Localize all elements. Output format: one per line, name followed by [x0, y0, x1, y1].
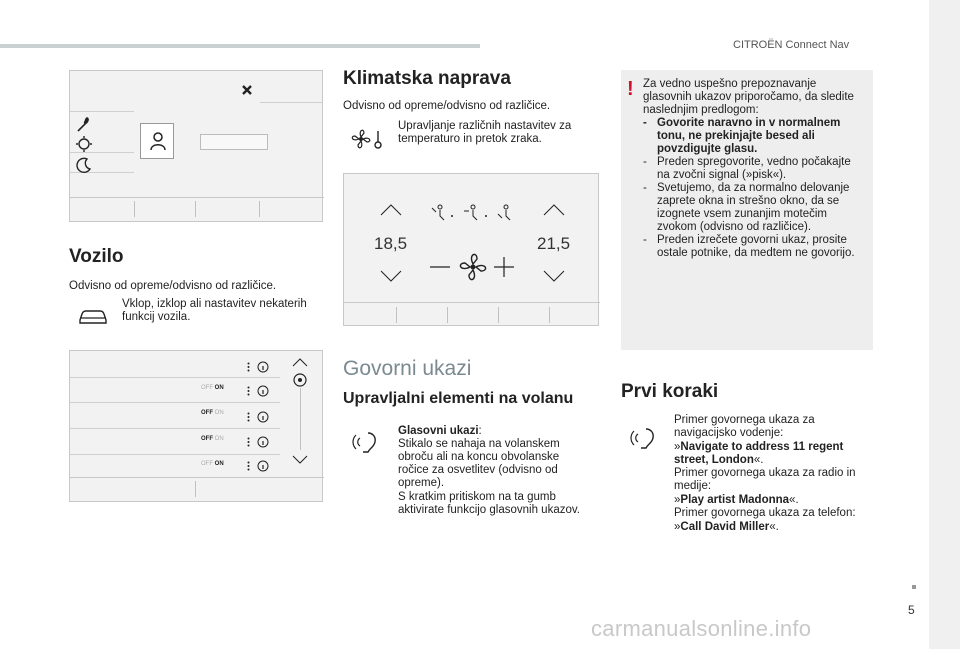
more-options-icon [247, 362, 250, 372]
first-steps-line5: Primer govornega ukaza za telefon: [674, 507, 856, 519]
warning-line: naslednjim predlogom: [643, 104, 759, 116]
more-options-icon [247, 461, 250, 471]
voice-hand-icon [350, 428, 380, 458]
header-rule [0, 44, 480, 48]
fan-minus-icon [430, 265, 450, 269]
first-steps-line4: medije: [674, 480, 712, 492]
toggle-switch: OFF ON [201, 461, 224, 467]
voice-line6: aktivirate funkcijo glasovnih ukazov. [398, 504, 580, 516]
info-icon [257, 385, 269, 397]
temp-down-right-icon [543, 270, 565, 282]
scroll-position-icon [293, 373, 307, 387]
warning-text [643, 78, 871, 260]
light-settings-icon [75, 135, 93, 153]
vehicle-desc-line2: funkcij vozila. [122, 311, 191, 323]
warning-item: - Svetujemo, da za normalno delovanje zaprete okna in strešno okno, da se izognete vsem zunanjim motečim zvokom (odvisno od različice). [643, 182, 850, 233]
first-steps-title: Prvi koraki [621, 381, 719, 402]
warning-item: - Preden spregovorite, vedno počakajte na zvočni signal (»pisk«). [643, 156, 851, 181]
temp-up-right-icon [543, 204, 565, 216]
scroll-down-icon [292, 455, 308, 465]
vehicle-intro: Odvisno od opreme/odvisno od različice. [69, 280, 277, 292]
info-icon [257, 361, 269, 373]
voice-line4: opreme). [398, 477, 445, 489]
close-icon [240, 83, 254, 97]
more-options-icon [247, 412, 250, 422]
info-icon [257, 460, 269, 472]
fan-icon [458, 252, 488, 282]
toggle-switch: OFF ON [201, 385, 224, 391]
toggle-switch: OFF ON [201, 436, 224, 442]
phone-command: »Call David Miller«. [674, 521, 779, 533]
voice-section-title: Govorni ukazi [343, 357, 472, 380]
toggle-switch: OFF ON [201, 410, 224, 416]
voice-line3: ročice za osvetlitev (odvisno od [398, 464, 558, 476]
scroll-up-icon [292, 357, 308, 367]
nav-command-cont: street, London«. [674, 454, 764, 466]
side-strip [929, 0, 960, 649]
first-steps-line2: navigacijsko vodenje: [674, 427, 784, 439]
person-icon [146, 130, 170, 154]
vehicle-screen-illustration [69, 70, 323, 222]
warning-item: - Govorite naravno in v normalnem tonu, ne prekinjajte besed ali povzdigujte glasu. [643, 117, 841, 155]
night-mode-icon [75, 156, 93, 174]
more-options-icon [247, 437, 250, 447]
temperature-right: 21,5 [537, 234, 571, 253]
info-icon [257, 436, 269, 448]
voice-line1: Stikalo se nahaja na volanskem [398, 438, 560, 450]
driver-profile-tile [140, 123, 174, 159]
voice-hand-icon [628, 424, 658, 454]
end-marker [912, 585, 916, 589]
header-title: CITROËN Connect Nav [733, 39, 850, 51]
vehicle-functions-screen-illustration [69, 350, 323, 502]
climate-title: Klimatska naprava [343, 68, 511, 89]
climate-intro: Odvisno od opreme/odvisno od različice. [343, 100, 551, 112]
car-icon [77, 307, 109, 327]
vehicle-title: Vozilo [69, 246, 124, 267]
nav-command: »Navigate to address 11 regent [674, 441, 844, 453]
climate-screen-illustration [343, 173, 599, 326]
climate-desc-line2: temperaturo in pretok zraka. [398, 133, 542, 145]
voice-subtitle: Upravljalni elementi na volanu [343, 390, 574, 407]
warning-line: Za vedno uspešno prepoznavanje [643, 78, 817, 90]
settings-hand-icon [75, 116, 93, 134]
voice-line2: obroču ali na koncu obvolanske [398, 451, 560, 463]
temp-up-left-icon [380, 204, 402, 216]
voice-label: Glasovni ukazi: [398, 425, 482, 437]
temperature-left: 18,5 [374, 234, 408, 253]
fan-plus-icon [494, 257, 514, 277]
first-steps-line1: Primer govornega ukaza za [674, 414, 815, 426]
vehicle-desc-line1: Vklop, izklop ali nastavitev nekaterih [122, 298, 307, 310]
more-options-icon [247, 386, 250, 396]
fan-temperature-icon [350, 127, 386, 151]
warning-item: - Preden izrečete govorni ukaz, prosite ostale potnike, da medtem ne govorijo. [643, 234, 855, 259]
profile-name-field [200, 134, 268, 150]
air-distribution-icons [428, 204, 518, 222]
radio-command: »Play artist Madonna«. [674, 494, 799, 506]
voice-tips-warning-box [621, 70, 873, 350]
climate-desc-line1: Upravljanje različnih nastavitev za [398, 120, 572, 132]
warning-line: glasovnih ukazov priporočamo, da sledite [643, 91, 854, 103]
voice-line5: S kratkim pritiskom na ta gumb [398, 491, 556, 503]
first-steps-line3: Primer govornega ukaza za radio in [674, 467, 856, 479]
temp-down-left-icon [380, 270, 402, 282]
info-icon [257, 411, 269, 423]
warning-icon: ! [627, 78, 634, 100]
watermark: carmanualsonline.info [591, 616, 812, 641]
page-number: 5 [908, 603, 915, 617]
